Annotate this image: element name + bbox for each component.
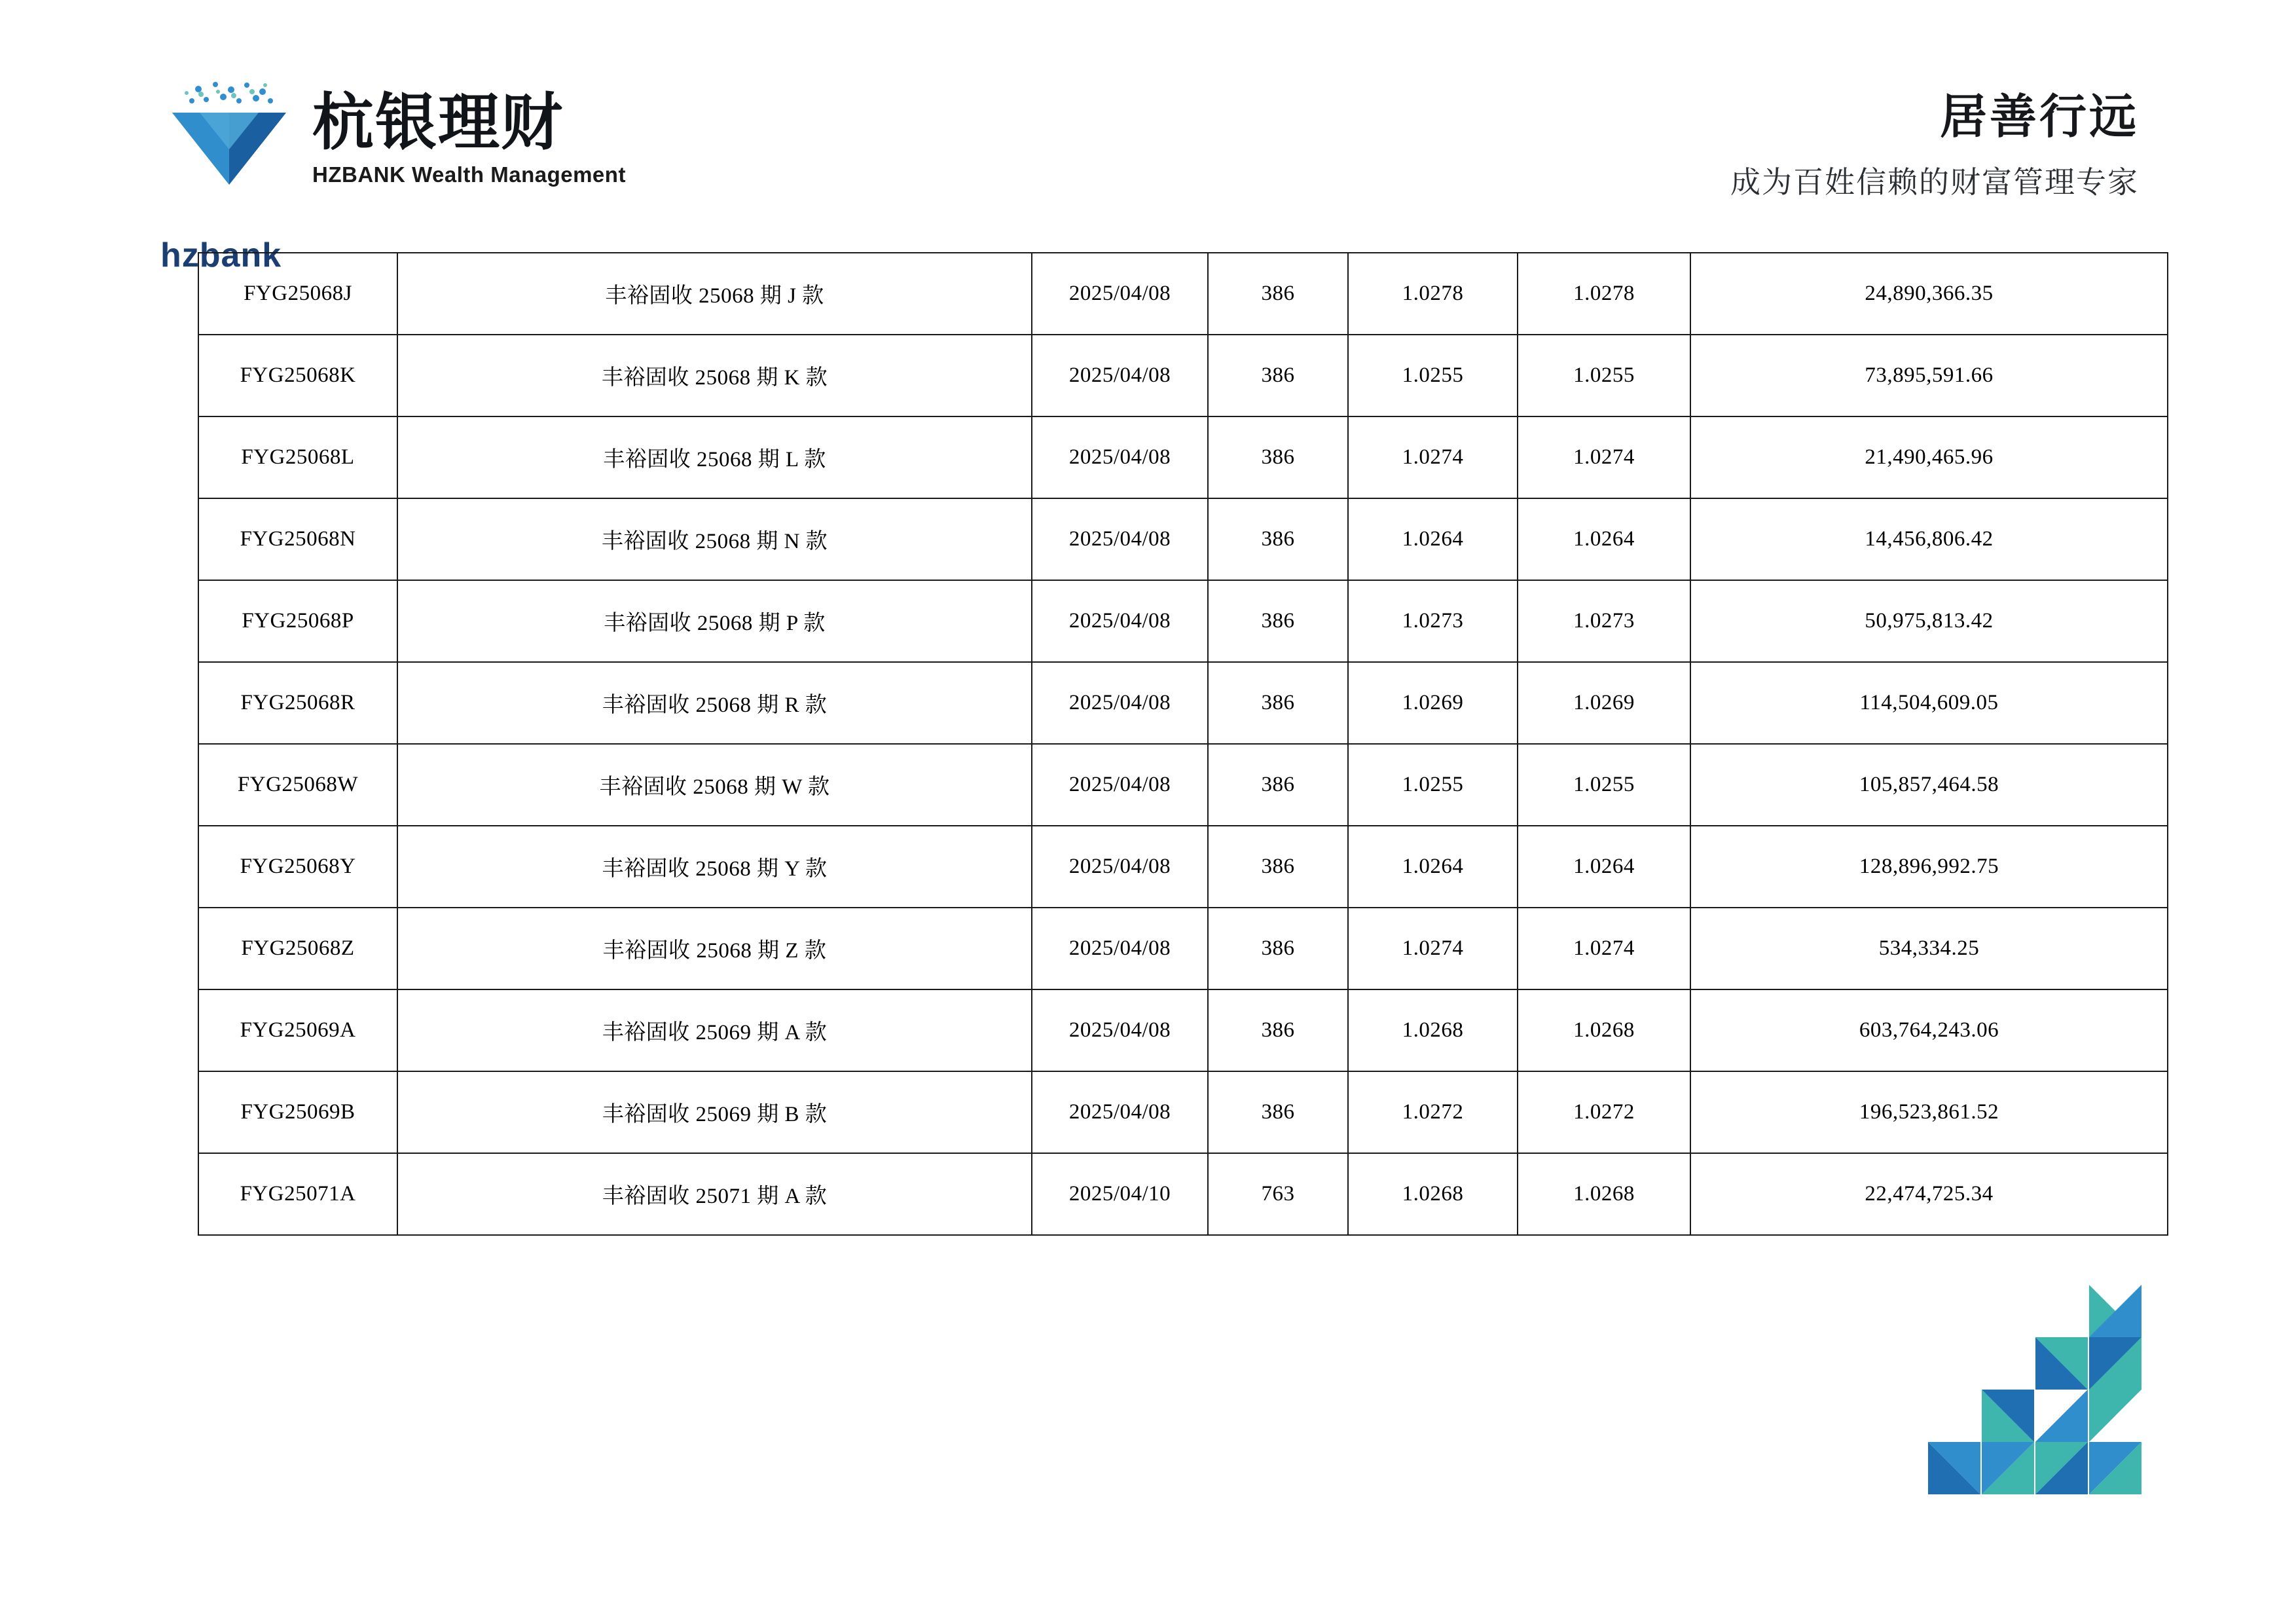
cell-amount: 114,504,609.05 <box>1690 662 2168 744</box>
cell-cumulative-nav: 1.0272 <box>1518 1071 1690 1153</box>
table-row <box>198 253 2168 335</box>
brand-lockup <box>160 79 626 190</box>
table-row <box>198 580 2168 662</box>
cell-cumulative-nav: 1.0274 <box>1518 908 1690 989</box>
table-row <box>198 1071 2168 1153</box>
cell-amount: 24,890,366.35 <box>1690 253 2168 335</box>
cell-product-name: 丰裕固收 25068 期 L 款 <box>397 416 1032 498</box>
table-row <box>198 908 2168 989</box>
cell-unit-nav: 1.0274 <box>1348 908 1518 989</box>
cell-unit-nav: 1.0273 <box>1348 580 1518 662</box>
cell-product-code: FYG25068N <box>198 498 397 580</box>
footer-triangle-decoration-icon <box>1928 1285 2144 1494</box>
cell-product-code: FYG25069A <box>198 989 397 1071</box>
hzbank-wordmark: hzbank <box>160 236 282 274</box>
cell-unit-nav: 1.0272 <box>1348 1071 1518 1153</box>
table-row <box>198 989 2168 1071</box>
cell-days: 386 <box>1208 335 1348 416</box>
cell-date: 2025/04/08 <box>1032 1071 1208 1153</box>
cell-amount: 603,764,243.06 <box>1690 989 2168 1071</box>
cell-cumulative-nav: 1.0264 <box>1518 826 1690 908</box>
fund-nav-table <box>198 252 2168 1236</box>
brand-text-block <box>312 79 626 187</box>
cell-date: 2025/04/08 <box>1032 580 1208 662</box>
cell-product-code: FYG25068W <box>198 744 397 826</box>
cell-product-name: 丰裕固收 25068 期 Z 款 <box>397 908 1032 989</box>
cell-days: 763 <box>1208 1153 1348 1235</box>
cell-product-code: FYG25068P <box>198 580 397 662</box>
cell-cumulative-nav: 1.0255 <box>1518 744 1690 826</box>
cell-unit-nav: 1.0264 <box>1348 498 1518 580</box>
cell-date: 2025/04/08 <box>1032 826 1208 908</box>
hzbank-diamond-logo-icon <box>160 79 298 190</box>
cell-unit-nav: 1.0274 <box>1348 416 1518 498</box>
cell-cumulative-nav: 1.0268 <box>1518 1153 1690 1235</box>
cell-cumulative-nav: 1.0268 <box>1518 989 1690 1071</box>
cell-product-name: 丰裕固收 25068 期 J 款 <box>397 253 1032 335</box>
fund-nav-table-container <box>198 252 2103 1236</box>
cell-days: 386 <box>1208 662 1348 744</box>
table-row <box>198 1153 2168 1235</box>
cell-amount: 196,523,861.52 <box>1690 1071 2168 1153</box>
cell-days: 386 <box>1208 580 1348 662</box>
cell-cumulative-nav: 1.0255 <box>1518 335 1690 416</box>
cell-date: 2025/04/08 <box>1032 989 1208 1071</box>
cell-days: 386 <box>1208 744 1348 826</box>
cell-product-code: FYG25068Y <box>198 826 397 908</box>
cell-cumulative-nav: 1.0269 <box>1518 662 1690 744</box>
cell-product-name: 丰裕固收 25071 期 A 款 <box>397 1153 1032 1235</box>
cell-unit-nav: 1.0269 <box>1348 662 1518 744</box>
cell-product-name: 丰裕固收 25069 期 A 款 <box>397 989 1032 1071</box>
cell-cumulative-nav: 1.0264 <box>1518 498 1690 580</box>
cell-amount: 50,975,813.42 <box>1690 580 2168 662</box>
cell-cumulative-nav: 1.0274 <box>1518 416 1690 498</box>
cell-amount: 21,490,465.96 <box>1690 416 2168 498</box>
table-row <box>198 662 2168 744</box>
cell-amount: 73,895,591.66 <box>1690 335 2168 416</box>
cell-product-code: FYG25069B <box>198 1071 397 1153</box>
cell-product-code: FYG25068R <box>198 662 397 744</box>
cell-date: 2025/04/10 <box>1032 1153 1208 1235</box>
cell-amount: 128,896,992.75 <box>1690 826 2168 908</box>
cell-amount: 14,456,806.42 <box>1690 498 2168 580</box>
brand-name-cn: 杭银理财 <box>312 88 564 157</box>
cell-unit-nav: 1.0268 <box>1348 1153 1518 1235</box>
cell-product-code: FYG25068K <box>198 335 397 416</box>
cell-product-name: 丰裕固收 25068 期 P 款 <box>397 580 1032 662</box>
cell-date: 2025/04/08 <box>1032 908 1208 989</box>
cell-date: 2025/04/08 <box>1032 498 1208 580</box>
cell-days: 386 <box>1208 253 1348 335</box>
cell-days: 386 <box>1208 908 1348 989</box>
cell-date: 2025/04/08 <box>1032 662 1208 744</box>
cell-days: 386 <box>1208 498 1348 580</box>
cell-cumulative-nav: 1.0278 <box>1518 253 1690 335</box>
cell-date: 2025/04/08 <box>1032 416 1208 498</box>
cell-date: 2025/04/08 <box>1032 253 1208 335</box>
cell-unit-nav: 1.0255 <box>1348 335 1518 416</box>
table-row <box>198 744 2168 826</box>
cell-unit-nav: 1.0264 <box>1348 826 1518 908</box>
cell-unit-nav: 1.0278 <box>1348 253 1518 335</box>
cell-cumulative-nav: 1.0273 <box>1518 580 1690 662</box>
cell-days: 386 <box>1208 826 1348 908</box>
cell-date: 2025/04/08 <box>1032 744 1208 826</box>
fund-nav-table-body <box>198 253 2168 1235</box>
page-header <box>0 72 2296 274</box>
table-row <box>198 498 2168 580</box>
cell-days: 386 <box>1208 989 1348 1071</box>
cell-date: 2025/04/08 <box>1032 335 1208 416</box>
cell-days: 386 <box>1208 1071 1348 1153</box>
table-row <box>198 826 2168 908</box>
cell-product-code: FYG25068Z <box>198 908 397 989</box>
cell-unit-nav: 1.0255 <box>1348 744 1518 826</box>
cell-product-name: 丰裕固收 25068 期 K 款 <box>397 335 1032 416</box>
table-row <box>198 335 2168 416</box>
cell-product-name: 丰裕固收 25069 期 B 款 <box>397 1071 1032 1153</box>
cell-product-code: FYG25071A <box>198 1153 397 1235</box>
cell-unit-nav: 1.0268 <box>1348 989 1518 1071</box>
cell-amount: 105,857,464.58 <box>1690 744 2168 826</box>
cell-product-code: FYG25068J <box>198 253 397 335</box>
slogan-secondary: 成为百姓信赖的财富管理专家 <box>1730 165 2139 199</box>
cell-product-name: 丰裕固收 25068 期 Y 款 <box>397 826 1032 908</box>
cell-product-name: 丰裕固收 25068 期 W 款 <box>397 744 1032 826</box>
slogan-block <box>1730 79 2139 202</box>
brand-name-en: HZBANK Wealth Management <box>312 162 626 187</box>
cell-product-name: 丰裕固收 25068 期 N 款 <box>397 498 1032 580</box>
cell-product-name: 丰裕固收 25068 期 R 款 <box>397 662 1032 744</box>
table-row <box>198 416 2168 498</box>
slogan-primary: 居善行远 <box>1939 91 2139 143</box>
cell-amount: 534,334.25 <box>1690 908 2168 989</box>
cell-product-code: FYG25068L <box>198 416 397 498</box>
cell-days: 386 <box>1208 416 1348 498</box>
cell-amount: 22,474,725.34 <box>1690 1153 2168 1235</box>
